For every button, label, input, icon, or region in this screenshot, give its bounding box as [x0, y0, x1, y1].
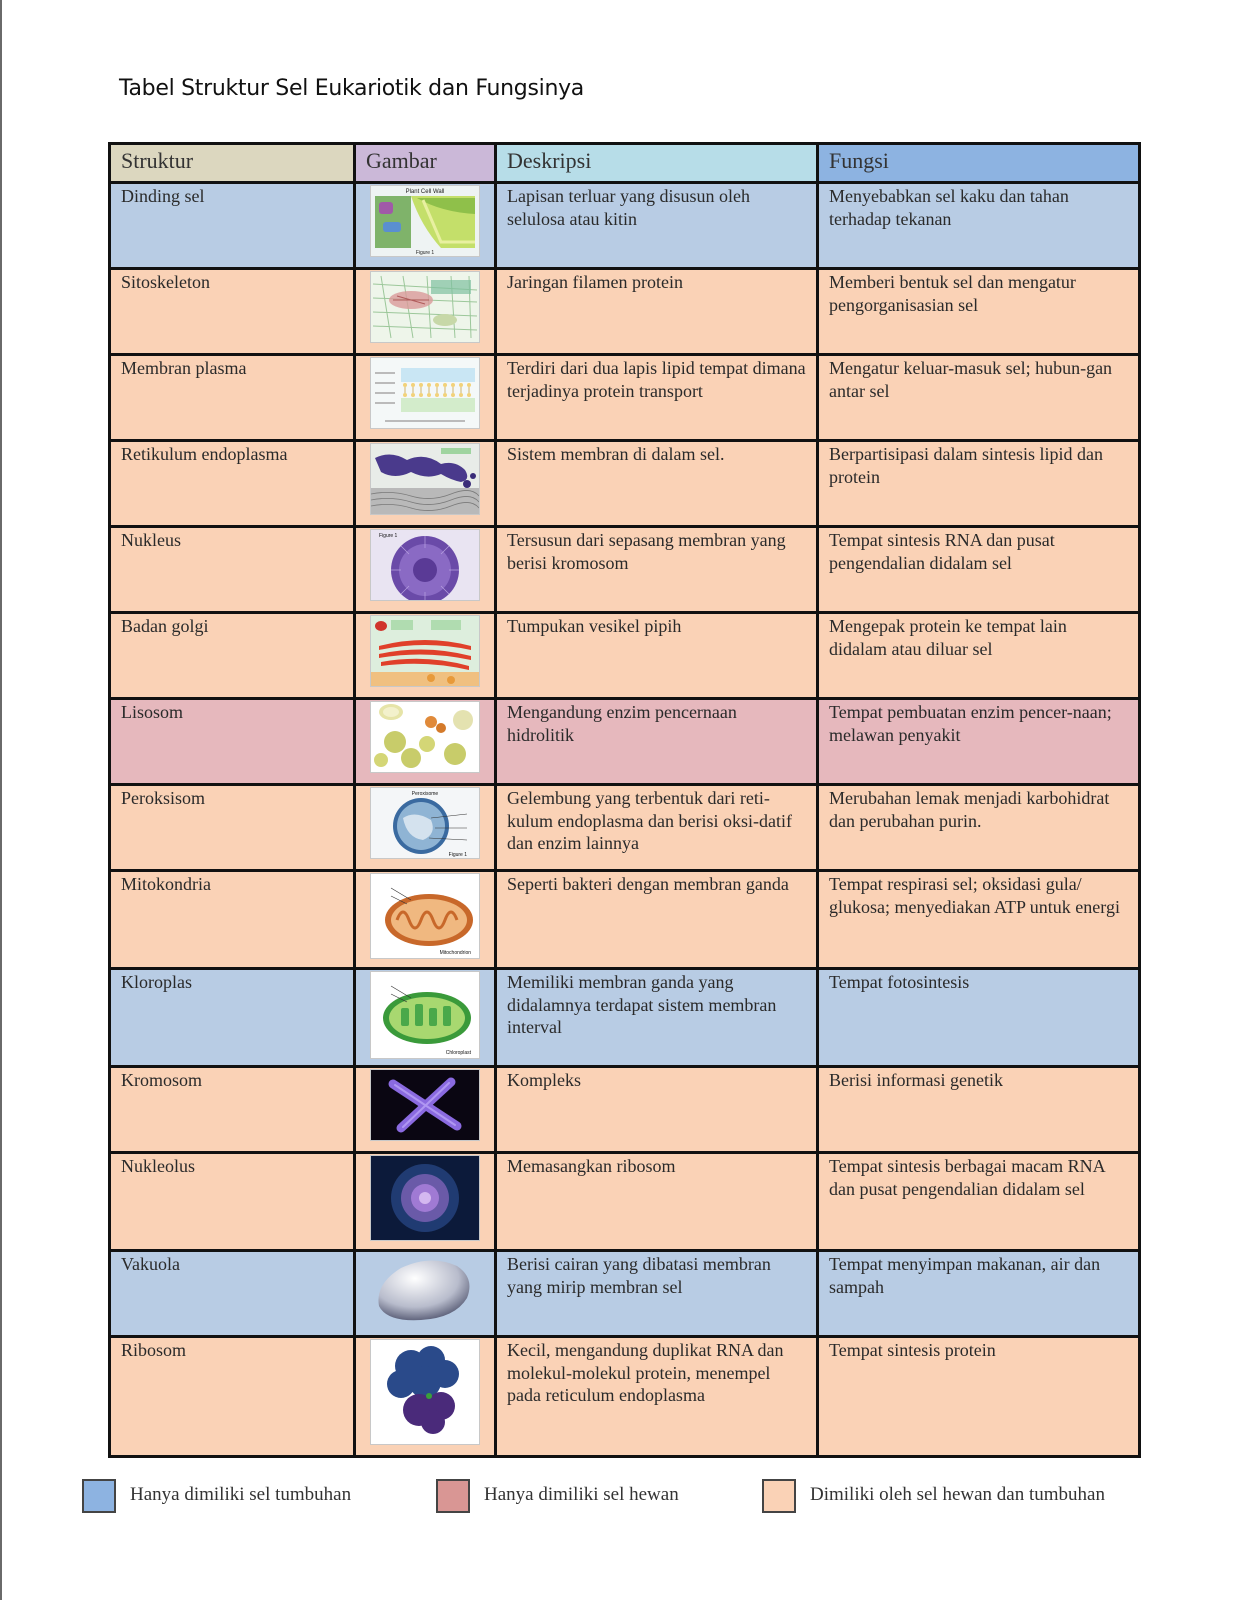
deskripsi-cell: Mengandung enzim pencernaan hidrolitik [496, 699, 818, 785]
fungsi-cell: Berisi informasi genetik [818, 1067, 1140, 1153]
page-left-border [0, 0, 2, 1600]
fungsi-cell: Tempat respirasi sel; oksidasi gula/ glukosa; menyediakan ATP untuk energi [818, 871, 1140, 969]
peroxisome-image [370, 787, 480, 859]
chloroplast-image [370, 971, 480, 1059]
image-caption: Peroxisome [411, 791, 439, 797]
legend-swatch-peach [762, 1479, 796, 1513]
table-row [110, 1251, 1140, 1337]
header-gambar: Gambar [355, 144, 496, 183]
lysosome-image [370, 701, 480, 773]
golgi-body-image [370, 615, 480, 687]
struktur-cell: Nukleus [110, 527, 355, 613]
fungsi-cell: Berpartisipasi dalam sintesis lipid dan protein [818, 441, 1140, 527]
table-row [110, 1337, 1140, 1457]
table-row [110, 613, 1140, 699]
table-row [110, 1067, 1140, 1153]
deskripsi-cell: Seperti bakteri dengan membran ganda [496, 871, 818, 969]
nucleolus-image [370, 1155, 480, 1241]
fungsi-cell: Tempat sintesis protein [818, 1337, 1140, 1457]
struktur-cell: Dinding sel [110, 183, 355, 269]
struktur-cell: Ribosom [110, 1337, 355, 1457]
table-row [110, 183, 1140, 269]
cell-wall-image [370, 185, 480, 257]
table-row [110, 785, 1140, 871]
deskripsi-cell: Tumpukan vesikel pipih [496, 613, 818, 699]
legend-label: Hanya dimiliki sel tumbuhan [130, 1484, 352, 1505]
table-row [110, 1153, 1140, 1251]
table-row [110, 355, 1140, 441]
deskripsi-cell: Terdiri dari dua lapis lipid tempat dimana terjadinya protein transport [496, 355, 818, 441]
deskripsi-cell: Tersusun dari sepasang membran yang berisi kromosom [496, 527, 818, 613]
table-row [110, 441, 1140, 527]
cytoskeleton-image [370, 271, 480, 343]
fungsi-cell: Tempat fotosintesis [818, 969, 1140, 1067]
struktur-cell: Lisosom [110, 699, 355, 785]
image-caption: Mitochondrion [439, 950, 471, 956]
vacuole-image [370, 1253, 480, 1325]
legend-label: Hanya dimiliki sel hewan [484, 1484, 679, 1505]
legend-label: Dimiliki oleh sel hewan dan tumbuhan [810, 1484, 1105, 1505]
struktur-cell: Membran plasma [110, 355, 355, 441]
struktur-cell: Badan golgi [110, 613, 355, 699]
header-struktur: Struktur [110, 144, 355, 183]
legend-swatch-pink [436, 1479, 470, 1513]
fungsi-cell: Memberi bentuk sel dan mengatur pengorganisasian sel [818, 269, 1140, 355]
struktur-cell: Retikulum endoplasma [110, 441, 355, 527]
fungsi-cell: Tempat sintesis RNA dan pusat pengendalian didalam sel [818, 527, 1140, 613]
nucleus-image [370, 529, 480, 601]
fungsi-cell: Tempat menyimpan makanan, air dan sampah [818, 1251, 1140, 1337]
deskripsi-cell: Sistem membran di dalam sel. [496, 441, 818, 527]
endoplasmic-reticulum-image [370, 443, 480, 515]
ribosome-image [370, 1339, 480, 1445]
deskripsi-cell: Memiliki membran ganda yang didalamnya terdapat sistem membran interval [496, 969, 818, 1067]
deskripsi-cell: Kecil, mengandung duplikat RNA dan molekul-molekul protein, menempel pada reticulum endoplasma [496, 1337, 818, 1457]
image-caption: Chloroplast [445, 1050, 471, 1056]
header-deskripsi: Deskripsi [496, 144, 818, 183]
deskripsi-cell: Gelembung yang terbentuk dari reti-kulum endoplasma dan berisi oksi-datif dan enzim lainnya [496, 785, 818, 871]
image-caption: Figure 1 [379, 533, 398, 539]
table-header-row [110, 144, 1140, 183]
plasma-membrane-image [370, 357, 480, 429]
struktur-cell: Peroksisom [110, 785, 355, 871]
fungsi-cell: Mengepak protein ke tempat lain didalam atau diluar sel [818, 613, 1140, 699]
fungsi-cell: Tempat pembuatan enzim pencer-naan; melawan penyakit [818, 699, 1140, 785]
deskripsi-cell: Memasangkan ribosom [496, 1153, 818, 1251]
table-row [110, 269, 1140, 355]
struktur-cell: Vakuola [110, 1251, 355, 1337]
chromosome-image [370, 1069, 480, 1141]
struktur-cell: Sitoskeleton [110, 269, 355, 355]
table-row [110, 969, 1140, 1067]
deskripsi-cell: Lapisan terluar yang disusun oleh selulosa atau kitin [496, 183, 818, 269]
table-row [110, 871, 1140, 969]
table-row [110, 699, 1140, 785]
struktur-cell: Mitokondria [110, 871, 355, 969]
table-row [110, 527, 1140, 613]
fungsi-cell: Tempat sintesis berbagai macam RNA dan pusat pengendalian didalam sel [818, 1153, 1140, 1251]
mitochondria-image [370, 873, 480, 959]
struktur-cell: Nukleolus [110, 1153, 355, 1251]
image-caption: Figure 1 [448, 852, 467, 858]
struktur-cell: Kloroplas [110, 969, 355, 1067]
fungsi-cell: Mengatur keluar-masuk sel; hubun-gan antar sel [818, 355, 1140, 441]
struktur-cell: Kromosom [110, 1067, 355, 1153]
header-fungsi: Fungsi [818, 144, 1140, 183]
image-caption: Plant Cell Wall [405, 189, 445, 195]
cell-structure-table [108, 142, 1141, 1458]
image-caption: Figure 1 [415, 250, 435, 256]
fungsi-cell: Merubahan lemak menjadi karbohidrat dan perubahan purin. [818, 785, 1140, 871]
deskripsi-cell: Jaringan filamen protein [496, 269, 818, 355]
legend-swatch-blue [82, 1479, 116, 1513]
deskripsi-cell: Kompleks [496, 1067, 818, 1153]
page-title: Tabel Struktur Sel Eukariotik dan Fungsinya [119, 76, 584, 101]
deskripsi-cell: Berisi cairan yang dibatasi membran yang mirip membran sel [496, 1251, 818, 1337]
fungsi-cell: Menyebabkan sel kaku dan tahan terhadap tekanan [818, 183, 1140, 269]
